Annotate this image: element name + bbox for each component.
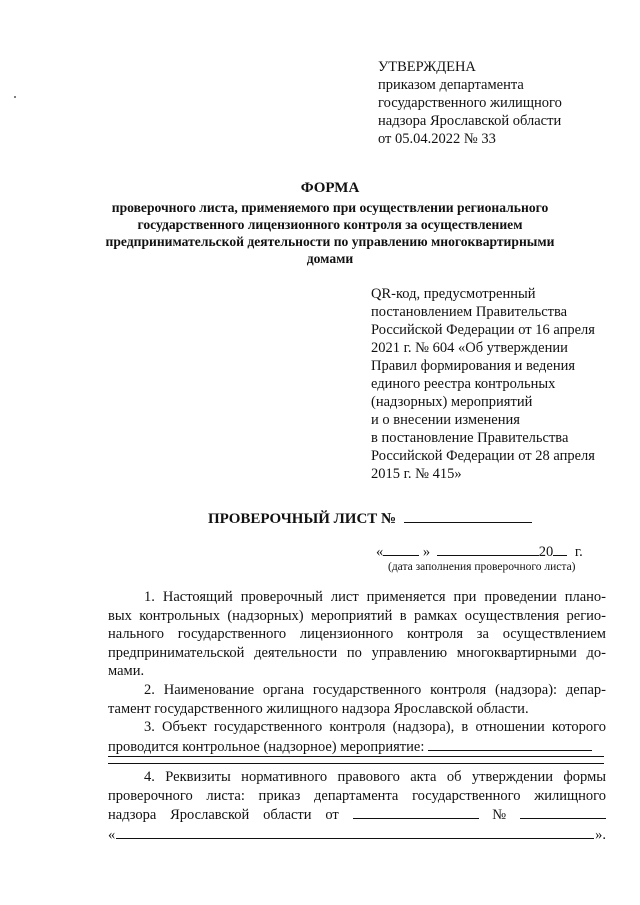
date-month-field[interactable]	[437, 542, 539, 556]
fill-date-row	[376, 542, 583, 561]
paragraph-word: от	[325, 807, 339, 823]
approval-line: государственного жилищного	[378, 95, 562, 111]
checklist-heading	[208, 508, 532, 528]
qr-note-line: постановлением Правительства	[371, 304, 568, 320]
paragraph-2	[108, 681, 606, 718]
form-subtitle-line: проверочного листа, применяемого при осуществлении регионального	[111, 200, 549, 215]
date-open-quote: «	[376, 544, 384, 560]
qr-note-line: Российской Федерации от 28 апреля	[371, 448, 595, 464]
paragraph-word: Ярославской	[170, 807, 250, 823]
paragraph-line	[108, 805, 606, 825]
separator-line	[108, 763, 604, 764]
date-year-suffix: г.	[574, 544, 583, 560]
paragraph-1	[108, 588, 606, 681]
paragraph-line	[108, 825, 606, 845]
qr-note-line: 2015 г. № 415»	[371, 466, 462, 482]
approval-line: приказом департамента	[378, 77, 524, 93]
paragraph-4	[108, 768, 606, 844]
approval-heading: УТВЕРЖДЕНА	[378, 59, 476, 75]
paragraph-line	[108, 737, 606, 757]
paragraph-line: проверочного листа: приказ департамента государственного жилищного	[108, 787, 606, 804]
approval-date-number: от 05.04.2022 № 33	[378, 131, 496, 147]
qr-note-line: и о внесении изменения	[371, 412, 520, 428]
paragraph-word: №	[492, 807, 507, 823]
paragraph-3	[108, 718, 606, 756]
qr-note-line: Российской Федерации от 16 апреля	[371, 322, 595, 338]
paragraph-line: тамент государственного жилищного надзора Ярославской области.	[108, 700, 529, 717]
date-day-field[interactable]	[383, 542, 419, 556]
paragraph-word: области	[263, 807, 312, 823]
date-caption: (дата заполнения проверочного листа)	[388, 561, 576, 573]
paragraph-word: надзора	[108, 807, 157, 823]
form-title: ФОРМА	[300, 180, 360, 196]
checklist-number-field[interactable]	[404, 508, 532, 523]
qr-note-line: (надзорных) мероприятий	[371, 394, 533, 410]
paragraph-line: предпринимательской деятельности по управлению многоквартирными до-	[108, 644, 606, 661]
form-subtitle-line: государственного лицензионного контроля за осуществлением	[137, 217, 523, 232]
paragraph-line: 1. Настоящий проверочный лист применяется при проведении плано-	[144, 589, 606, 605]
paragraph-line-text: проводится контрольное (надзорное) мероприятие:	[108, 738, 425, 755]
approval-block	[378, 58, 562, 148]
qr-note-line: QR-код, предусмотренный	[371, 286, 536, 302]
order-title-field[interactable]	[116, 825, 594, 839]
order-title-open-quote: «	[108, 826, 116, 843]
date-close-quote: »	[422, 544, 431, 560]
order-date-field[interactable]	[353, 805, 479, 819]
date-year-prefix: 20	[538, 544, 554, 560]
paragraph-line: 2. Наименование органа государственного контроля (надзора): депар-	[144, 682, 606, 698]
order-number-field[interactable]	[520, 805, 606, 819]
approval-line: надзора Ярославской области	[378, 113, 562, 129]
paragraph-line: вых контрольных (надзорных) мероприятий в рамках осуществления регио-	[108, 607, 606, 624]
date-year-field[interactable]	[553, 542, 567, 556]
qr-note-line: 2021 г. № 604 «Об утверждении	[371, 340, 568, 356]
form-subtitle	[60, 199, 600, 267]
paragraph-line: мами.	[108, 663, 145, 679]
scan-speck	[14, 96, 16, 98]
form-subtitle-line: предпринимательской деятельности по управлению многоквартирными	[105, 234, 555, 249]
qr-code-note	[371, 285, 595, 483]
paragraph-line: нального государственного лицензионного контроля за осуществлением	[108, 626, 606, 642]
checklist-title: ПРОВЕРОЧНЫЙ ЛИСТ №	[208, 511, 397, 527]
inspection-object-field-line[interactable]	[108, 756, 604, 757]
paragraph-line: 4. Реквизиты нормативного правового акта об утверждении формы	[144, 769, 606, 785]
order-title-close-quote: ».	[595, 826, 606, 843]
form-subtitle-line: домами	[306, 251, 354, 266]
qr-note-line: единого реестра контрольных	[371, 376, 556, 392]
paragraph-line: 3. Объект государственного контроля (надзора), в отношении которого	[144, 719, 606, 735]
inspection-object-field[interactable]	[428, 737, 592, 751]
qr-note-line: в постановление Правительства	[371, 430, 569, 446]
qr-note-line: Правил формирования и ведения	[371, 358, 576, 374]
